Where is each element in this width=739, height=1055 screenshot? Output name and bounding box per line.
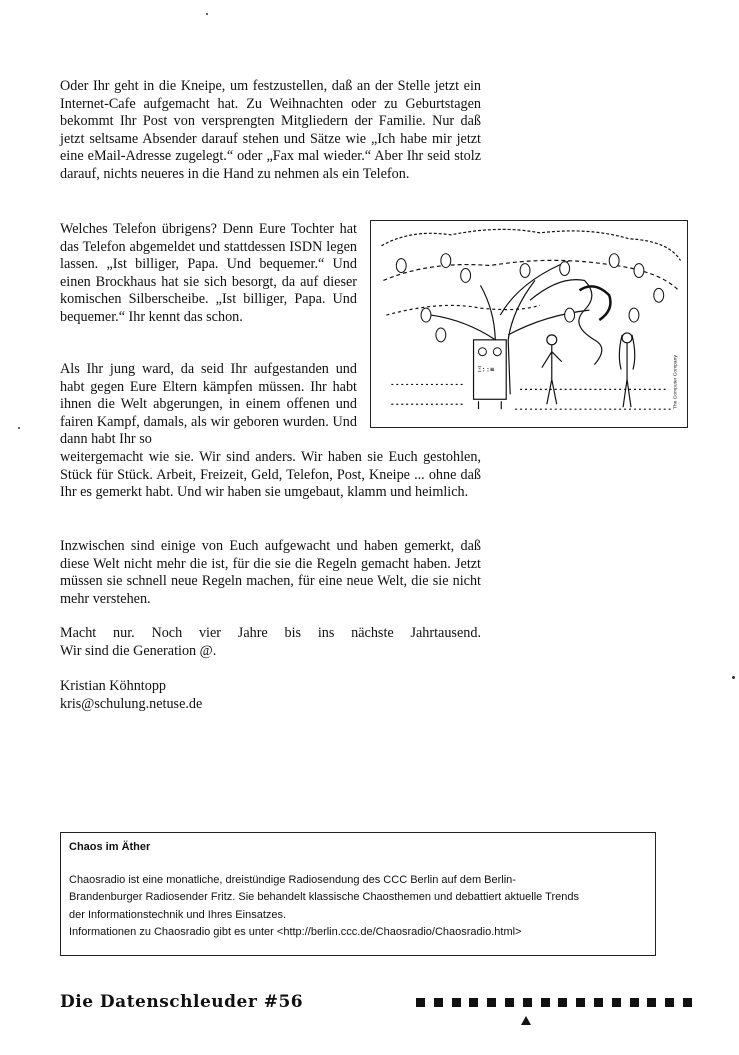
paragraph-4	[60, 538, 481, 608]
square-mark	[487, 998, 496, 1007]
infobox-line: der Informationstechnik und Ihres Einsatzes.	[69, 908, 287, 921]
square-mark	[505, 998, 514, 1007]
square-mark	[594, 998, 603, 1007]
paragraph-5	[60, 625, 481, 660]
square-mark	[630, 998, 639, 1007]
square-mark	[576, 998, 585, 1007]
paragraph-3b	[60, 449, 481, 502]
cartoon-credit: The Computer Company	[673, 355, 679, 410]
square-mark	[416, 998, 425, 1007]
paragraph-2	[60, 221, 357, 327]
cartoon-tree-snake-adam-eve	[371, 221, 687, 427]
closing-line: Macht nur. Noch vier Jahre bis ins nächste Jahrtausend.	[60, 625, 481, 641]
cartoon-sign-text: Ξ::≡	[477, 365, 495, 374]
page-marker-arrow-icon	[521, 1016, 531, 1025]
paragraph-1	[60, 78, 481, 184]
square-mark	[469, 998, 478, 1007]
footer-publication-title: Die Datenschleuder #56	[60, 992, 304, 1012]
infobox-title: Chaos im Äther	[69, 841, 151, 853]
infobox-line: Chaosradio ist eine monatliche, dreistündige Radiosendung des CCC Berlin auf dem Berlin-	[69, 873, 516, 886]
speck	[732, 676, 735, 679]
infobox-line: Brandenburger Radiosender Fritz. Sie behandelt klassische Chaosthemen und debattiert aktuelle Trends	[69, 891, 579, 903]
square-mark	[558, 998, 567, 1007]
infobox-line: Informationen zu Chaosradio gibt es unter <http://berlin.ccc.de/Chaosradio/Chaosradio.html>	[69, 926, 522, 938]
chaosradio-infobox	[60, 832, 656, 956]
square-mark	[612, 998, 621, 1007]
square-mark	[683, 998, 692, 1007]
paragraph-text: weitergemacht wie sie. Wir sind anders. Wir haben sie Euch gestohlen, Stück für Stück. Arbeit, Freizeit, Geld, Telefon, Post, Kneipe ... ohne daß Ihr es gemerkt habt. Und wir haben sie umgebaut, klamm und heimlich.	[60, 449, 481, 501]
author-email: kris@schulung.netuse.de	[60, 695, 203, 712]
paragraph-3a	[60, 361, 357, 449]
square-mark	[434, 998, 443, 1007]
paragraph-text: Als Ihr jung ward, da seid Ihr aufgestanden und habt gegen Eure Eltern kämpfen müssen. Ihr habt ihnen die Welt abgerungen, in einem offenen und fairen Kampf, damals, als wir geboren wurden. Und dann habt Ihr so	[60, 361, 357, 448]
signature	[60, 678, 481, 713]
paragraph-text: Oder Ihr geht in die Kneipe, um festzustellen, daß an der Stelle jetzt ein Internet-Cafe aufgemacht hat. Zu Weihnachten oder zu Geburtstagen bekommt Ihr Post von versprengten Mitgliedern der Familie. Nur daß jetzt seltsame Absender darauf stehen und Sätze wie „Ich habe mir jetzt eine eMail-Adresse zugelegt.“ oder „Fax mal wieder.“ Aber Ihr seid stolz darauf, nichts neueres in die Hand zu nehmen als ein Telefon.	[60, 78, 481, 182]
closing-line: Wir sind die Generation @.	[60, 642, 217, 659]
square-mark	[523, 998, 532, 1007]
speck	[18, 427, 20, 429]
paragraph-text: Inzwischen sind einige von Euch aufgewacht und haben gemerkt, daß diese Welt nicht mehr die ist, für die sie die Regeln gemacht haben. Jetzt müssen sie schnell neue Regeln machen, für eine neue Welt, die sie nicht mehr verstehen.	[60, 538, 481, 607]
square-mark	[541, 998, 550, 1007]
square-mark	[647, 998, 656, 1007]
author-name: Kristian Köhntopp	[60, 678, 167, 694]
speck	[206, 13, 208, 15]
paragraph-text: Welches Telefon übrigens? Denn Eure Tochter hat das Telefon abgemeldet und stattdessen ISDN legen lassen. „Ist billiger, Papa. Und bequemer.“ Und einen Brockhaus hat sie sich besorgt, da auf dieser komischen Silberscheibe. „Ist billiger, Papa. Und bequemer.“ Ihr kennt das schon.	[60, 221, 357, 325]
square-mark	[665, 998, 674, 1007]
cartoon-illustration	[370, 220, 688, 428]
footer-square-row	[416, 998, 692, 1008]
square-mark	[452, 998, 461, 1007]
